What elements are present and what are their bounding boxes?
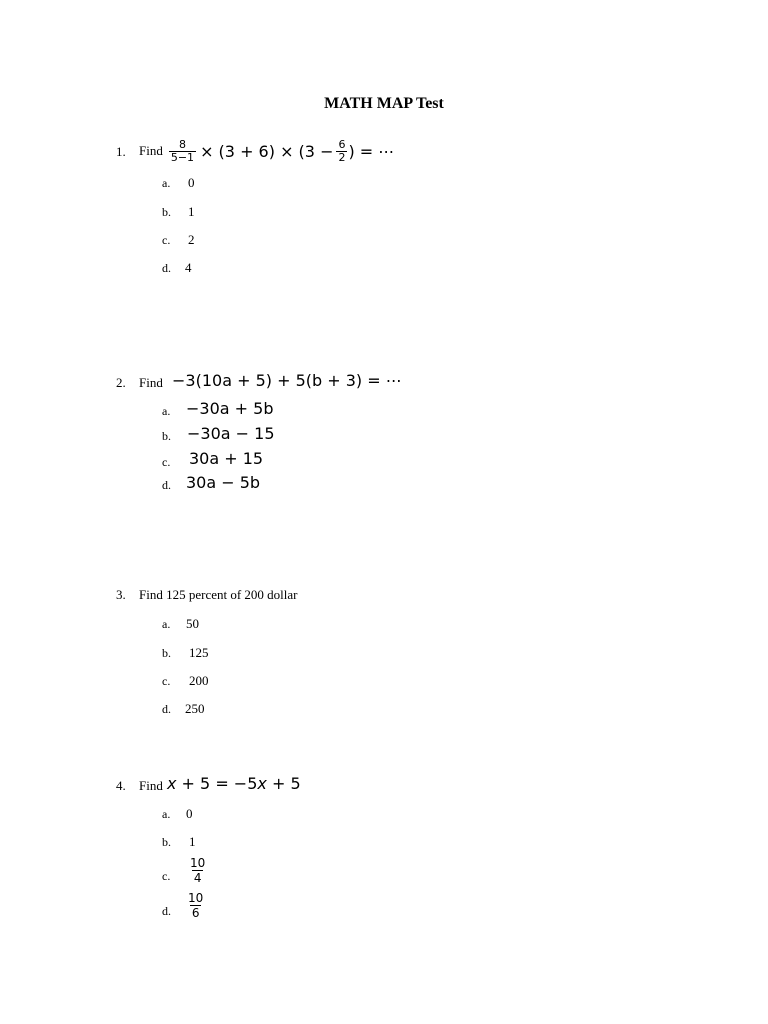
option-value[interactable]: 2 bbox=[188, 232, 195, 247]
option-value[interactable]: 1 bbox=[189, 834, 196, 849]
option-letter: c. bbox=[162, 455, 171, 469]
option-value-fraction[interactable] bbox=[188, 856, 207, 885]
question-number: 1. bbox=[116, 144, 126, 159]
expression-rest: + 5 = −5x + 5 bbox=[176, 774, 301, 793]
fraction-denominator: 6 bbox=[191, 906, 200, 920]
expression-part: ) = ⋯ bbox=[348, 141, 395, 161]
variable-x: x bbox=[167, 774, 177, 793]
option-value[interactable]: −30a − 15 bbox=[187, 424, 275, 443]
option-letter: d. bbox=[162, 904, 171, 918]
question-prompt: Find 125 percent of 200 dollar bbox=[139, 587, 298, 602]
fraction-denominator: 2 bbox=[338, 150, 346, 164]
option-value[interactable]: 1 bbox=[188, 204, 195, 219]
option-value[interactable]: 0 bbox=[188, 175, 195, 190]
question-number: 2. bbox=[116, 375, 126, 390]
question-expression: −3(10a + 5) + 5(b + 3) = ⋯ bbox=[172, 371, 402, 390]
option-value[interactable]: 30a − 5b bbox=[186, 473, 261, 492]
question-1-prompt bbox=[139, 134, 394, 168]
option-value[interactable]: 200 bbox=[189, 673, 209, 688]
option-letter: b. bbox=[162, 835, 171, 849]
fraction-numerator: 6 bbox=[338, 137, 346, 151]
fraction bbox=[336, 139, 347, 164]
question-number: 3. bbox=[116, 587, 126, 602]
option-value[interactable]: 30a + 15 bbox=[189, 449, 264, 468]
fraction-numerator: 10 bbox=[190, 856, 206, 870]
option-value[interactable]: 250 bbox=[185, 701, 205, 716]
page-title: MATH MAP Test bbox=[324, 95, 444, 112]
option-letter: a. bbox=[162, 404, 171, 418]
option-letter: a. bbox=[162, 617, 171, 631]
option-letter: c. bbox=[162, 674, 171, 688]
fraction bbox=[169, 139, 196, 164]
option-value-fraction[interactable] bbox=[186, 891, 205, 920]
option-letter: b. bbox=[162, 646, 171, 660]
question-label: Find bbox=[139, 375, 163, 390]
option-letter: d. bbox=[162, 261, 171, 275]
question-expression bbox=[167, 774, 301, 793]
option-letter: a. bbox=[162, 176, 171, 190]
option-letter: b. bbox=[162, 205, 171, 219]
option-value[interactable]: 125 bbox=[189, 645, 209, 660]
option-letter: d. bbox=[162, 702, 171, 716]
option-letter: c. bbox=[162, 233, 171, 247]
fraction-denominator: 5−1 bbox=[170, 150, 195, 164]
option-value[interactable]: 0 bbox=[186, 806, 193, 821]
expression-part: × (3 + 6) × (3 − bbox=[200, 141, 334, 161]
question-label: Find bbox=[139, 143, 163, 158]
option-letter: d. bbox=[162, 478, 171, 492]
fraction-numerator: 8 bbox=[178, 137, 186, 151]
option-value[interactable]: 4 bbox=[185, 260, 192, 275]
fraction-denominator: 4 bbox=[193, 871, 202, 885]
option-value[interactable]: −30a + 5b bbox=[186, 399, 274, 418]
question-number: 4. bbox=[116, 778, 126, 793]
option-letter: a. bbox=[162, 807, 171, 821]
option-letter: b. bbox=[162, 429, 171, 443]
option-letter: c. bbox=[162, 869, 171, 883]
option-value[interactable]: 50 bbox=[186, 616, 199, 631]
question-label: Find bbox=[139, 778, 163, 793]
fraction-numerator: 10 bbox=[188, 891, 204, 905]
